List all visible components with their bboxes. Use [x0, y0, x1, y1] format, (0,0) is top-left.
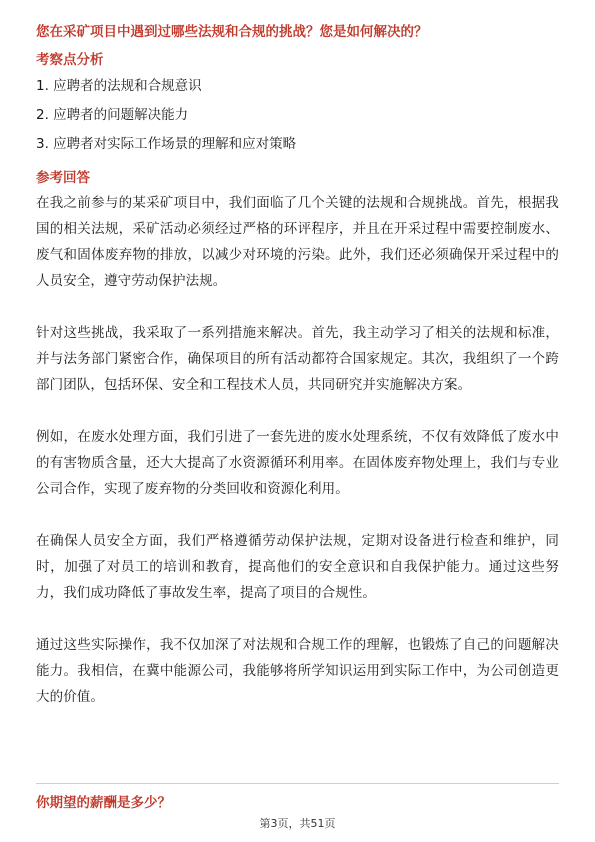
analysis-point: 3. 应聘者对实际工作场景的理解和应对策略 [36, 136, 297, 152]
answer-body [36, 190, 559, 710]
answer-paragraph: 在我之前参与的某采矿项目中，我们面临了几个关键的法规和合规挑战。首先，根据我国的相关法规，采矿活动必须经过严格的环评程序，并且在开采过程中需要控制废水、废气和固体废弃物的排放，以减少对环境的污染。此外，我们还必须确保开采过程中的人员安全，遵守劳动保护法规。 [36, 195, 559, 289]
analysis-point: 1. 应聘者的法规和合规意识 [36, 78, 202, 94]
answer-paragraph: 例如，在废水处理方面，我们引进了一套先进的废水处理系统，不仅有效降低了废水中的有害物质含量，还大大提高了水资源循环利用率。在固体废弃物处理上，我们与专业公司合作，实现了废弃物的分类回收和资源化利用。 [36, 429, 559, 497]
document-page [36, 22, 559, 710]
analysis-point: 2. 应聘者的问题解决能力 [36, 107, 189, 123]
next-question-heading: 你期望的薪酬是多少？ [36, 795, 171, 811]
answer-paragraph: 在确保人员安全方面，我们严格遵循劳动保护法规，定期对设备进行检查和维护，同时，加强了对员工的培训和教育，提高他们的安全意识和自我保护能力。通过这些努力，我们成功降低了事故发生率，提高了项目的合规性。 [36, 533, 559, 601]
question-heading: 您在采矿项目中遇到过哪些法规和合规的挑战？您是如何解决的？ [36, 24, 428, 40]
analysis-title: 考察点分析 [36, 52, 104, 68]
answer-paragraph: 针对这些挑战，我采取了一系列措施来解决。首先，我主动学习了相关的法规和标准，并与法务部门紧密合作，确保项目的所有活动都符合国家规定。其次，我组织了一个跨部门团队，包括环保、安全和工程技术人员，共同研究并实施解决方案。 [36, 325, 559, 393]
page-number: 第3页，共51页 [259, 817, 336, 830]
analysis-points [36, 76, 559, 154]
answer-title: 参考回答 [36, 170, 90, 186]
section-divider [36, 783, 559, 784]
answer-paragraph: 通过这些实际操作，我不仅加深了对法规和合规工作的理解，也锻炼了自己的问题解决能力。我相信，在冀中能源公司，我能够将所学知识运用到实际工作中，为公司创造更大的价值。 [36, 637, 559, 705]
